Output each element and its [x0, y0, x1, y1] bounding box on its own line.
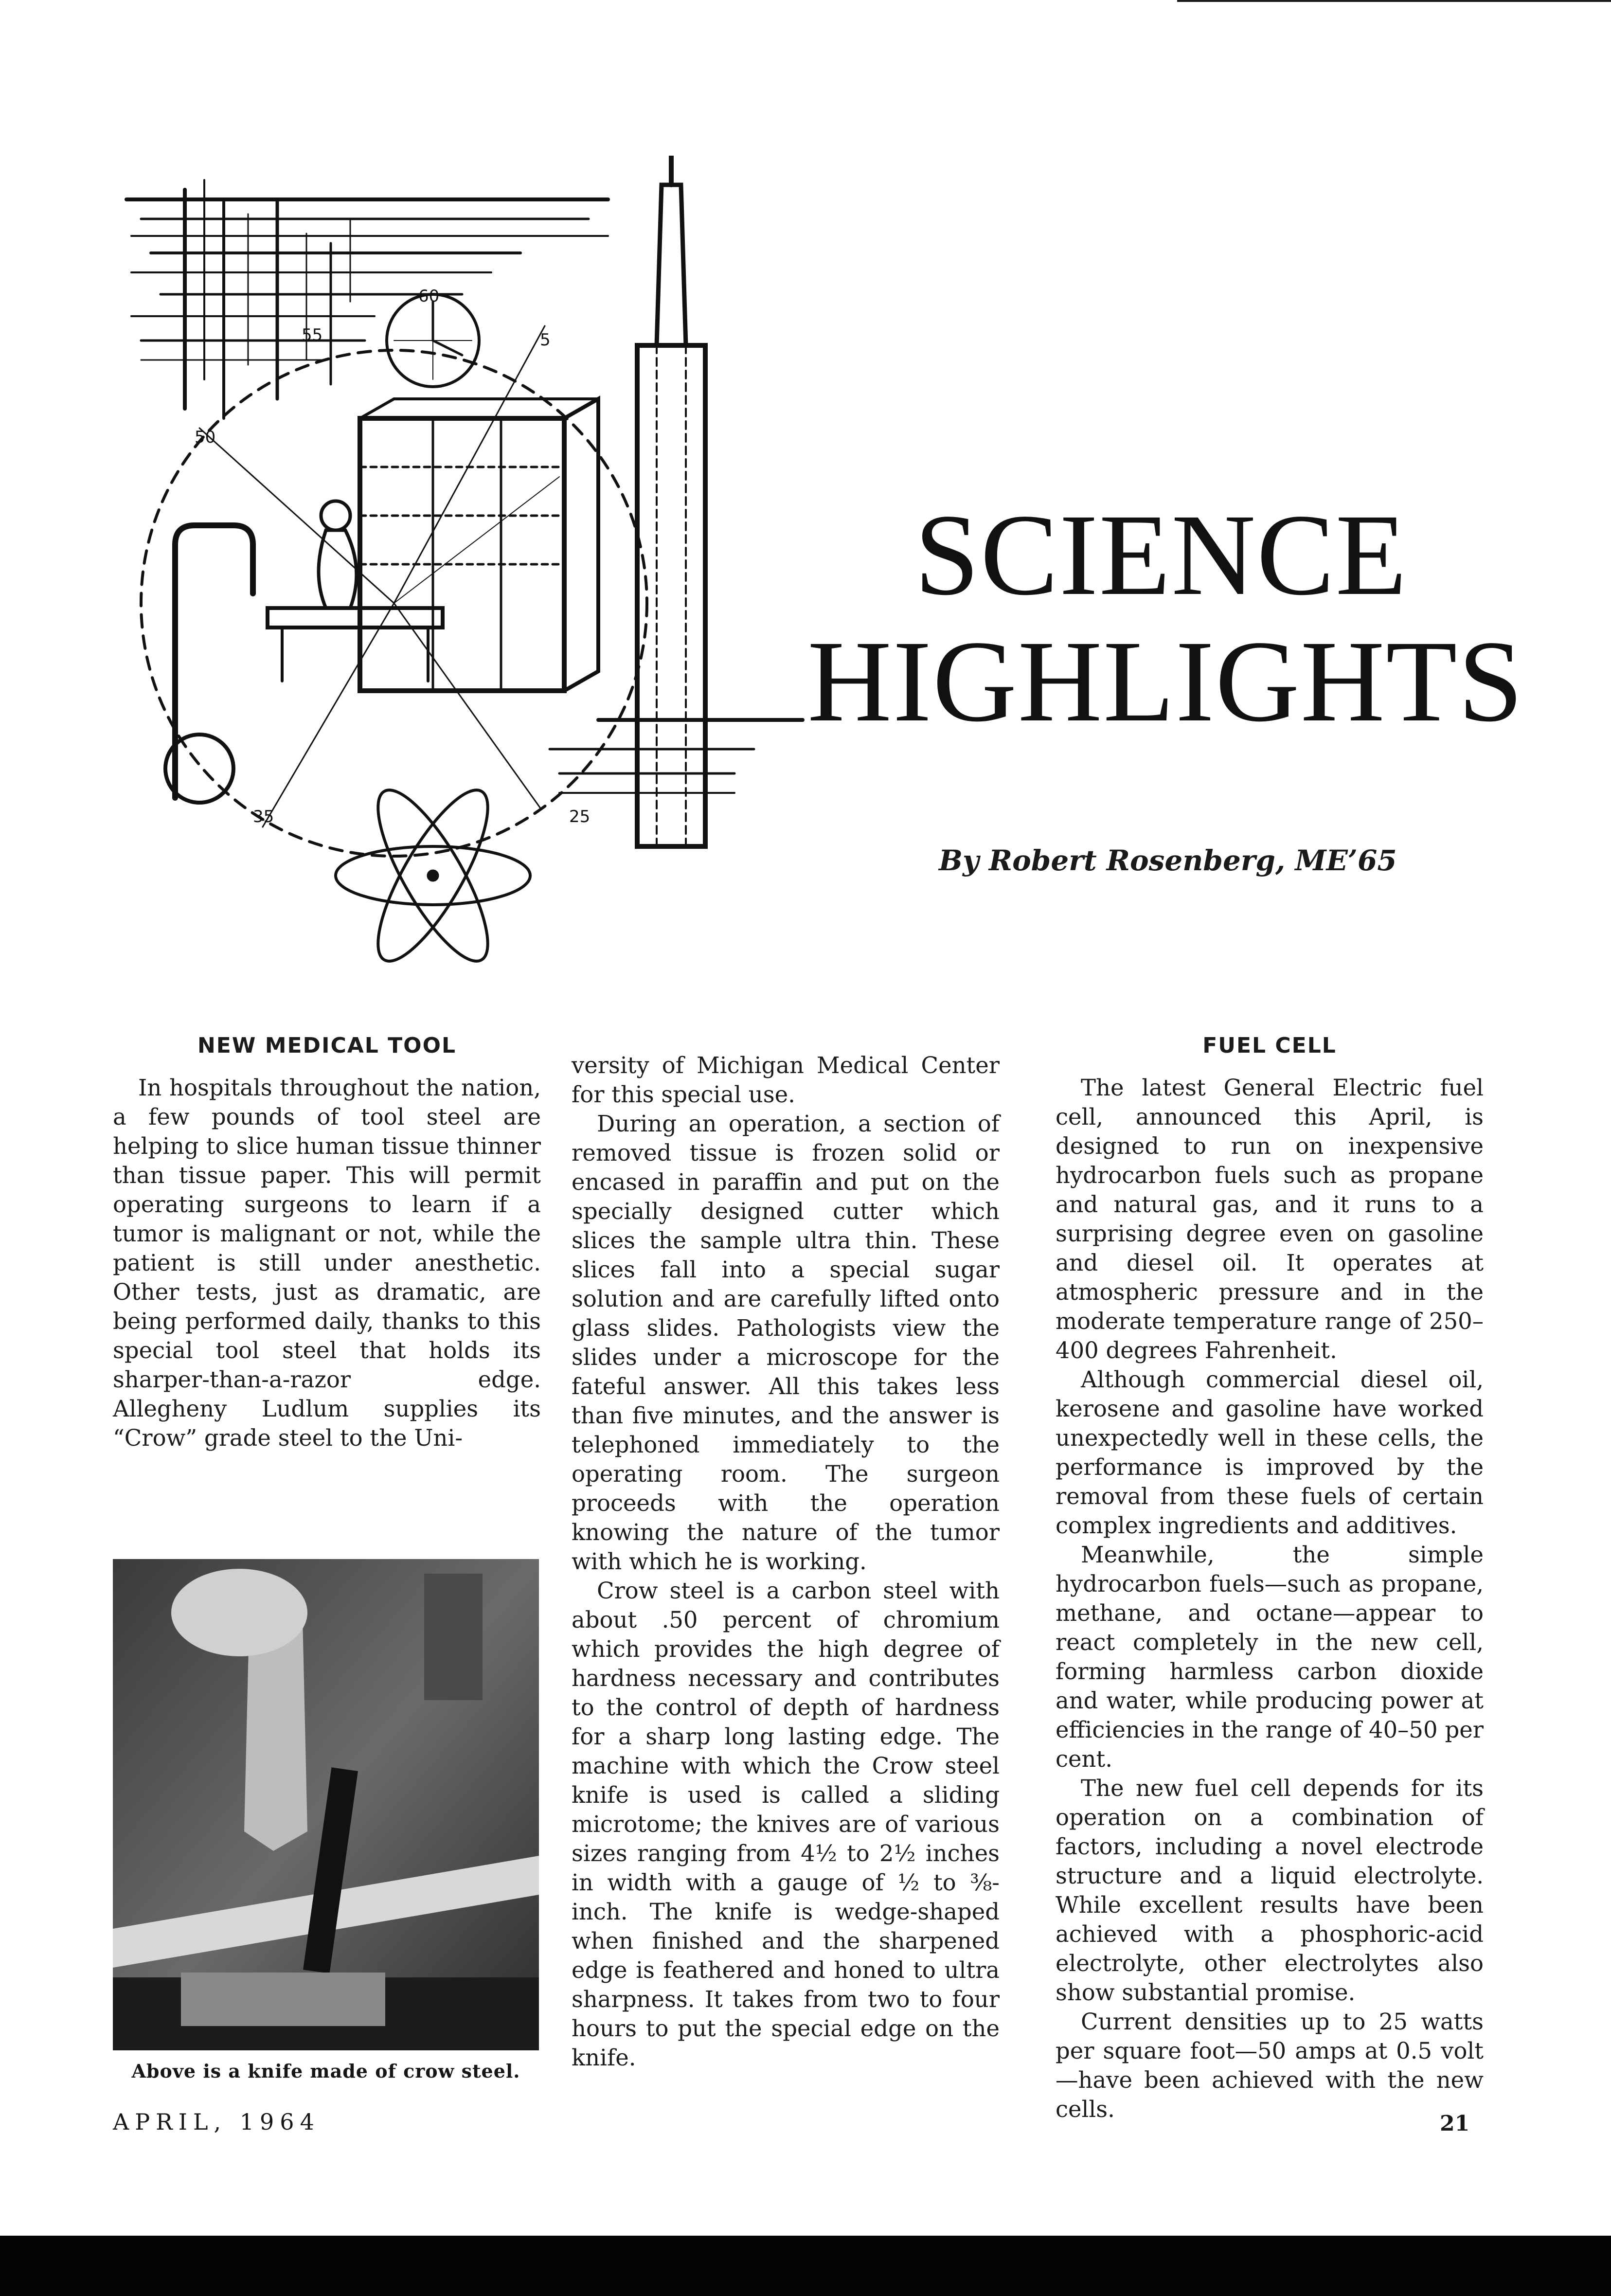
title-line-2: HIGHLIGHTS	[807, 616, 1524, 746]
dial-label-55: 55	[302, 325, 323, 345]
scan-bottom-border	[0, 2236, 1611, 2296]
dial-label-25: 25	[569, 807, 591, 826]
medical-paragraph-1-continued: versity of Michigan Medical Center for this special use.	[572, 1052, 1000, 1108]
fuel-paragraph-5: Current densities up to 25 watts per square foot—50 amps at 0.5 volt—have been achieved with the new cells.	[1056, 2009, 1484, 2122]
issue-date: APRIL, 1964	[113, 2109, 320, 2135]
fuel-paragraph-3: Meanwhile, the simple hydrocarbon fuels—such as propane, methane, and octane—appear to react completely in the new cell, forming harmless carbon dioxide and water, while producing power at efficiencies in the range of 40–50 per cent.	[1056, 1542, 1484, 1772]
author-byline: By Robert Rosenberg, ME’65	[939, 844, 1397, 877]
sketch-lines	[126, 156, 803, 974]
column-3	[1056, 1031, 1484, 2124]
science-montage-illustration	[122, 156, 812, 983]
fuel-paragraph-2: Although commercial diesel oil, kerosene and gasoline have worked unexpectedly well in these cells, the performance is improved by the removal from these fuels of certain complex ingredients and additives.	[1056, 1366, 1484, 1539]
medical-paragraph-3: Crow steel is a carbon steel with about .50 percent of chromium which provides the high degree of hardness necessary and contributes to the control of depth of hardness for a sharp long lasting edge. The machine with which the Crow steel knife is used is called a sliding microtome; the knives are of various sizes ranging from 4½ to 2½ inches in width with a gauge of ½ to ⅜-inch. The knife is wedge-shaped when finished and the sharpened edge is feathered and honed to ultra sharpness. It takes from two to four hours to put the special edge on the knife.	[572, 1578, 1000, 2071]
title-line-1: SCIENCE	[914, 490, 1408, 619]
top-edge-rule	[1177, 0, 1611, 2]
dial-label-50: 50	[195, 428, 216, 447]
page-title	[807, 490, 1524, 746]
column-2	[572, 1051, 1000, 2072]
medical-heading: NEW MEDICAL TOOL	[197, 1033, 457, 1058]
dial-label-60: 60	[418, 287, 440, 306]
fuel-paragraph-4: The new fuel cell depends for its operation on a combination of factors, including a novel electrode structure and a liquid electrolyte. While excellent results have been achieved with a phosphoric-acid electrolyte, other electrolytes also show substantial promise.	[1056, 1775, 1484, 2006]
dial-label-5: 5	[540, 330, 551, 350]
fuel-cell-heading: FUEL CELL	[1202, 1033, 1337, 1058]
dial-label-35: 35	[253, 807, 274, 826]
medical-paragraph-1: In hospitals throughout the nation, a few pounds of tool steel are helping to slice human tissue thinner than tissue paper. This will permit operating surgeons to learn if a tumor is malignant or not, while the patient is still under anesthetic. Other tests, just as dramatic, are being performed daily, thanks to this special tool steel that holds its sharper-than-a-razor edge. Allegheny Ludlum supplies its “Crow” grade steel to the Uni-	[113, 1075, 541, 1451]
photo-caption: Above is a knife made of crow steel.	[131, 2060, 520, 2082]
column-1	[113, 1031, 541, 1453]
page-number: 21	[1440, 2111, 1470, 2136]
fuel-paragraph-1: The latest General Electric fuel cell, announced this April, is designed to run on inexpensive hydrocarbon fuels such as propane and natural gas, and it runs to a surprising degree even on gasoline and diesel oil. It operates at atmospheric pressure and in the moderate temperature range of 250–400 degrees Fahrenheit.	[1056, 1075, 1484, 1363]
medical-paragraph-2: During an operation, a section of removed tissue is frozen solid or encased in paraffin and put on the specially designed cutter which slices the sample ultra thin. These slices fall into a special sugar solution and are carefully lifted onto glass slides. Pathologists view the slides under a microscope for the fateful answer. All this takes less than five minutes, and the answer is telephoned immediately to the operating room. The surgeon proceeds with the operation knowing the nature of the tumor with which he is working.	[572, 1111, 1000, 1575]
knife-photo	[113, 1559, 539, 2050]
